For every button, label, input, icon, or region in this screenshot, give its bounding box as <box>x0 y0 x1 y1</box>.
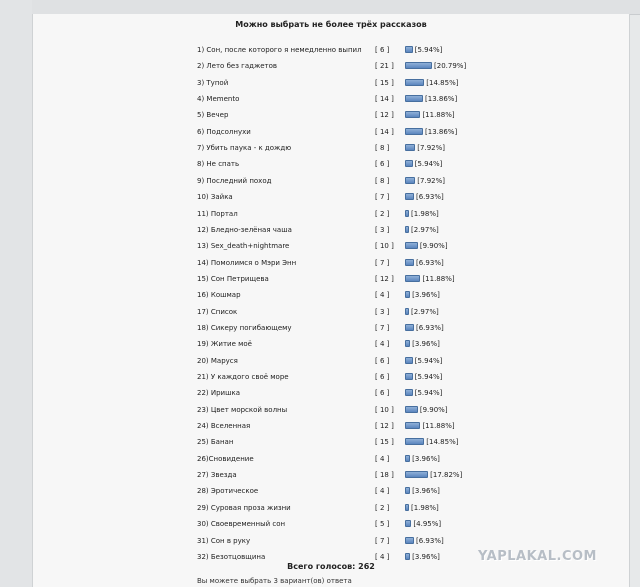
poll-option-label: 9) Последний поход <box>197 176 272 185</box>
poll-option-label: 21) У каждого своё море <box>197 373 289 381</box>
poll-option-vote-count: [ 12 ] <box>375 274 394 283</box>
poll-option-vote-count: [ 4 ] <box>375 340 390 349</box>
poll-option-label: 16) Кошмар <box>197 291 241 300</box>
poll-option-percent: [6.93%] <box>416 258 444 267</box>
poll-option-bar <box>405 160 413 167</box>
poll-option-percent: [17.82%] <box>430 471 463 480</box>
poll-option-vote-count: [ 7 ] <box>375 536 390 545</box>
poll-option-vote-count: [ 21 ] <box>375 62 394 71</box>
poll-option-percent: [13.86%] <box>425 95 458 104</box>
poll-option-percent: [11.88%] <box>422 111 455 120</box>
poll-option-bar <box>405 62 432 69</box>
poll-option-bar <box>405 455 410 462</box>
poll-option-row <box>33 109 629 121</box>
poll-option-label: 13) Sex_death+nightmare <box>197 242 290 251</box>
poll-option-bar <box>405 438 424 445</box>
poll-option-vote-count: [ 12 ] <box>375 111 394 120</box>
vote-limit-note: Вы можете выбрать 3 вариант(ов) ответа <box>197 577 352 585</box>
poll-option-label: 14) Помолимся о Мэри Энн <box>197 258 297 267</box>
poll-option-percent: [1.98%] <box>411 209 439 218</box>
poll-option-label: 10) Зайка <box>197 193 233 202</box>
poll-option-label: 19) Житие моё <box>197 340 252 349</box>
poll-option-row <box>33 93 629 105</box>
poll-option-row <box>33 240 629 252</box>
poll-option-bar <box>405 487 410 494</box>
poll-option-row <box>33 289 629 301</box>
poll-option-percent: [6.93%] <box>416 193 444 202</box>
poll-option-bar <box>405 210 409 217</box>
poll-option-vote-count: [ 3 ] <box>375 225 390 234</box>
poll-option-bar <box>405 242 418 249</box>
poll-option-label: 29) Суровая проза жизни <box>197 503 291 512</box>
poll-option-label: 8) Не спать <box>197 160 240 169</box>
poll-option-vote-count: [ 14 ] <box>375 127 394 136</box>
poll-option-row <box>33 387 629 399</box>
total-votes: Всего голосов: 262 <box>287 562 375 571</box>
poll-option-percent: [5.94%] <box>414 356 443 365</box>
poll-option-label: 30) Своевременный сон <box>197 520 286 529</box>
poll-option-percent: [13.86%] <box>425 127 458 136</box>
poll-option-bar <box>405 144 415 151</box>
poll-option-row <box>33 453 629 465</box>
poll-option-vote-count: [ 2 ] <box>375 503 390 512</box>
poll-option-percent: [9.90%] <box>419 242 448 251</box>
poll-option-vote-count: [ 12 ] <box>375 422 394 431</box>
poll-option-vote-count: [ 6 ] <box>375 389 390 398</box>
poll-option-vote-count: [ 7 ] <box>375 258 390 267</box>
poll-option-bar <box>405 504 409 511</box>
poll-option-label: 4) Memento <box>197 95 240 104</box>
poll-option-bar <box>405 259 414 266</box>
poll-option-percent: [5.94%] <box>414 373 443 381</box>
poll-option-vote-count: [ 4 ] <box>375 552 390 561</box>
poll-panel <box>32 14 630 587</box>
poll-option-percent: [6.93%] <box>416 323 444 332</box>
poll-option-bar <box>405 357 413 364</box>
poll-option-vote-count: [ 6 ] <box>375 160 390 169</box>
poll-option-row <box>33 306 629 318</box>
poll-option-row <box>33 44 629 56</box>
poll-option-label: 25) Банан <box>197 438 234 447</box>
poll-option-label: 27) Звезда <box>197 471 237 480</box>
poll-option-row <box>33 191 629 203</box>
poll-option-bar <box>405 226 409 233</box>
poll-option-bar <box>405 373 413 380</box>
poll-option-row <box>33 60 629 72</box>
poll-option-bar <box>405 406 418 413</box>
poll-option-row <box>33 273 629 285</box>
poll-option-vote-count: [ 6 ] <box>375 46 390 54</box>
poll-option-percent: [7.92%] <box>417 144 445 153</box>
poll-option-vote-count: [ 6 ] <box>375 356 390 365</box>
poll-option-label: 7) Убить паука - к дождю <box>197 144 292 153</box>
poll-option-row <box>33 485 629 497</box>
poll-option-row <box>33 404 629 416</box>
poll-option-row <box>33 208 629 220</box>
poll-option-row <box>33 126 629 138</box>
poll-option-vote-count: [ 4 ] <box>375 291 390 300</box>
poll-option-vote-count: [ 3 ] <box>375 307 390 316</box>
poll-option-label: 11) Портал <box>197 209 238 218</box>
poll-option-label: 26)Сновидение <box>197 454 254 463</box>
poll-option-bar <box>405 193 414 200</box>
poll-option-bar <box>405 422 420 429</box>
poll-option-bar <box>405 324 414 331</box>
poll-option-row <box>33 322 629 334</box>
poll-option-row <box>33 371 629 383</box>
poll-option-row <box>33 338 629 350</box>
poll-option-bar <box>405 275 420 282</box>
poll-option-label: 6) Подсолнухи <box>197 127 251 136</box>
poll-option-bar <box>405 340 410 347</box>
poll-option-label: 3) Тупой <box>197 78 229 87</box>
poll-option-bar <box>405 308 409 315</box>
poll-option-bar <box>405 389 413 396</box>
poll-option-percent: [9.90%] <box>419 405 448 414</box>
poll-option-label: 20) Маруся <box>197 356 238 365</box>
poll-option-row <box>33 535 629 547</box>
top-strip <box>0 0 640 15</box>
poll-option-vote-count: [ 4 ] <box>375 487 390 496</box>
poll-option-vote-count: [ 7 ] <box>375 193 390 202</box>
poll-option-label: 2) Лето без гаджетов <box>197 62 278 71</box>
poll-option-percent: [2.97%] <box>411 225 439 234</box>
poll-option-label: 23) Цвет морской волны <box>197 405 288 414</box>
poll-option-percent: [5.94%] <box>414 46 443 54</box>
poll-option-label: 31) Сон в руку <box>197 536 251 545</box>
poll-option-vote-count: [ 6 ] <box>375 373 390 381</box>
poll-option-percent: [3.96%] <box>412 291 440 300</box>
poll-option-percent: [5.94%] <box>414 160 443 169</box>
poll-option-bar <box>405 177 415 184</box>
poll-option-bar <box>405 291 410 298</box>
poll-option-row <box>33 518 629 530</box>
poll-option-percent: [3.96%] <box>412 552 440 561</box>
poll-option-percent: [11.88%] <box>422 422 455 431</box>
poll-option-label: 15) Сон Петрищева <box>197 274 269 283</box>
poll-option-label: 5) Вечер <box>197 111 229 120</box>
poll-option-bar <box>405 111 420 118</box>
poll-option-label: 17) Список <box>197 307 238 316</box>
poll-option-row <box>33 77 629 89</box>
left-gutter <box>0 0 32 587</box>
poll-option-vote-count: [ 15 ] <box>375 438 394 447</box>
poll-option-vote-count: [ 8 ] <box>375 176 390 185</box>
poll-option-bar <box>405 520 411 527</box>
poll-option-bar <box>405 553 410 560</box>
poll-option-vote-count: [ 10 ] <box>375 242 394 251</box>
poll-option-percent: [3.96%] <box>412 340 440 349</box>
poll-option-percent: [4.95%] <box>413 520 442 529</box>
poll-option-percent: [5.94%] <box>414 389 443 398</box>
poll-option-row <box>33 224 629 236</box>
poll-option-percent: [14.85%] <box>426 438 459 447</box>
poll-option-vote-count: [ 4 ] <box>375 454 390 463</box>
poll-option-label: 28) Эротическое <box>197 487 259 496</box>
poll-option-row <box>33 469 629 481</box>
poll-option-percent: [1.98%] <box>411 503 439 512</box>
poll-title: Можно выбрать не более трёх рассказов <box>235 20 427 29</box>
poll-option-vote-count: [ 2 ] <box>375 209 390 218</box>
poll-option-row <box>33 355 629 367</box>
poll-option-row <box>33 175 629 187</box>
poll-option-percent: [20.79%] <box>434 62 467 71</box>
site-watermark: YAPLAKAL.COM <box>478 549 597 564</box>
poll-option-row <box>33 502 629 514</box>
poll-option-percent: [11.88%] <box>422 274 455 283</box>
poll-option-vote-count: [ 5 ] <box>375 520 390 529</box>
poll-option-label: 32) Безотцовщина <box>197 552 266 561</box>
poll-option-bar <box>405 95 423 102</box>
poll-option-bar <box>405 46 413 53</box>
poll-option-label: 12) Бледно-зелёная чаша <box>197 225 292 234</box>
poll-option-vote-count: [ 8 ] <box>375 144 390 153</box>
poll-option-bar <box>405 471 428 478</box>
poll-option-percent: [3.96%] <box>412 454 440 463</box>
poll-option-vote-count: [ 14 ] <box>375 95 394 104</box>
poll-option-row <box>33 142 629 154</box>
poll-option-label: 24) Вселенная <box>197 422 251 431</box>
poll-option-bar <box>405 128 423 135</box>
poll-option-vote-count: [ 18 ] <box>375 471 394 480</box>
poll-option-vote-count: [ 7 ] <box>375 323 390 332</box>
poll-option-bar <box>405 537 414 544</box>
poll-option-percent: [6.93%] <box>416 536 444 545</box>
poll-option-bar <box>405 79 424 86</box>
poll-option-percent: [2.97%] <box>411 307 439 316</box>
poll-option-row <box>33 257 629 269</box>
poll-option-label: 22) Иришка <box>197 389 241 398</box>
poll-option-percent: [7.92%] <box>417 176 445 185</box>
poll-option-vote-count: [ 15 ] <box>375 78 394 87</box>
poll-option-label: 18) Сикеру погибающему <box>197 323 292 332</box>
poll-option-row <box>33 158 629 170</box>
poll-option-row <box>33 420 629 432</box>
poll-option-percent: [3.96%] <box>412 487 440 496</box>
poll-option-vote-count: [ 10 ] <box>375 405 394 414</box>
poll-option-row <box>33 436 629 448</box>
poll-option-label: 1) Сон, после которого я немедленно выпил <box>197 46 362 54</box>
poll-option-percent: [14.85%] <box>426 78 459 87</box>
